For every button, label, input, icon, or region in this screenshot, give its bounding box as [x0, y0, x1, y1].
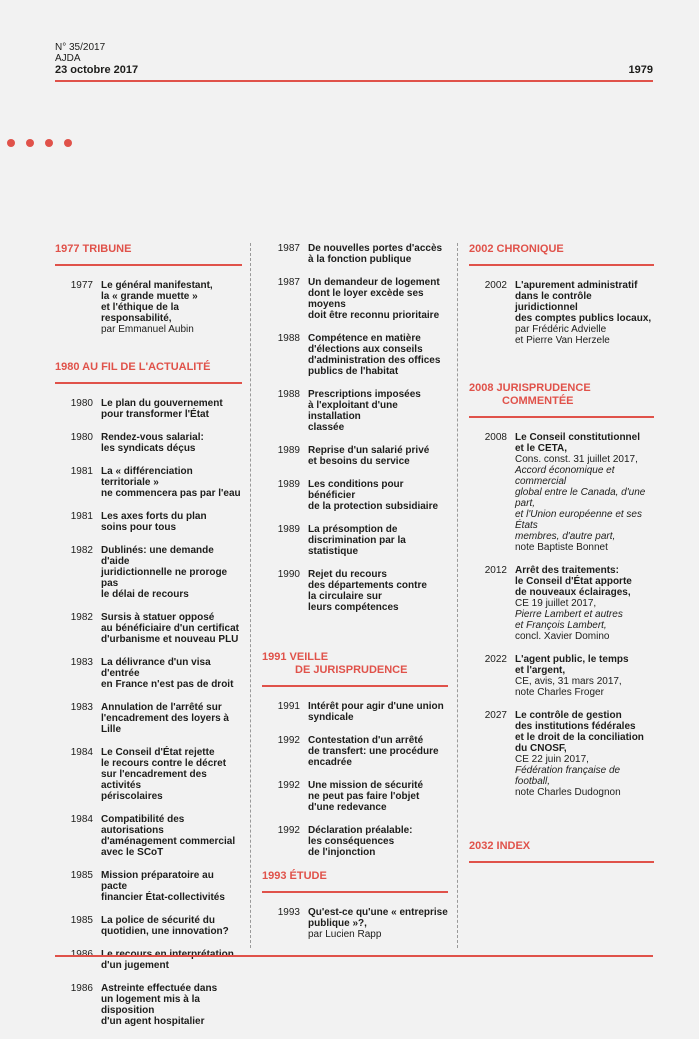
entry-list [469, 432, 654, 798]
entry-title-line: d'urbanisme et nouveau PLU [101, 634, 239, 645]
toc-section [469, 840, 654, 863]
entry-title-line: un logement mis à la disposition [101, 994, 200, 1016]
page-number: 1979 [628, 64, 653, 76]
entry-detail-line: Cons. const. 31 juillet 2017, [515, 454, 638, 465]
decorative-dots [7, 134, 83, 152]
section-title-line: 1991 VEILLE [262, 651, 329, 663]
entry-page-number [55, 949, 101, 971]
toc-entry[interactable] [262, 333, 448, 377]
entry-detail-line: CE 19 juillet 2017, [515, 598, 597, 609]
entry-title-line: La délivrance d'un visa d'entrée [101, 657, 211, 679]
entry-page-number: 1988 [277, 333, 300, 344]
entry-text [308, 701, 448, 723]
entry-text [308, 524, 448, 557]
entry-page-number: 1980 [70, 432, 93, 443]
entry-text [101, 280, 242, 335]
toc-entry[interactable] [55, 702, 242, 735]
entry-title-line: juridictionnelle ne proroge pas [101, 567, 228, 589]
entry-text [308, 479, 448, 512]
entry-text [308, 243, 448, 265]
entry-detail-line: concl. Xavier Domino [515, 631, 610, 642]
toc-entry[interactable] [55, 983, 242, 1027]
entry-page-number: 1982 [70, 612, 93, 623]
entry-detail-line: par Lucien Rapp [308, 929, 382, 940]
entry-page-number: 1992 [277, 825, 300, 836]
section-rule [55, 264, 242, 266]
entry-title-line: Le plan du gouvernement [101, 398, 223, 409]
entry-title-line: Reprise d'un salarié privé [308, 445, 430, 456]
dot-icon [45, 139, 53, 147]
entry-page-number: 1983 [70, 702, 93, 713]
entry-page-number: 2002 [484, 280, 507, 291]
entry-title-line: au bénéficiaire d'un certificat [101, 623, 239, 634]
issue-number: N° 35/2017 [55, 42, 106, 53]
entry-title-line: Qu'est-ce qu'une « entreprise [308, 907, 448, 918]
entry-title-line: Prescriptions imposées [308, 389, 421, 400]
section-title [55, 243, 242, 256]
entry-title-line: de l'injonction [308, 847, 376, 858]
toc-section [469, 243, 654, 346]
toc-entry[interactable] [469, 654, 654, 698]
toc-column-3 [469, 243, 654, 877]
entry-page-number: 1992 [277, 780, 300, 791]
entry-detail-line: CE 22 juin 2017, [515, 754, 589, 765]
entry-page-number: 2022 [484, 654, 507, 665]
entry-title-line: La « différenciation territoriale » [101, 466, 193, 488]
entry-title-line: Sursis à statuer opposé [101, 612, 215, 623]
entry-detail-line: et Pierre Van Herzele [515, 335, 610, 346]
entry-text [515, 280, 654, 346]
entry-title-line: Le général manifestant, [101, 280, 213, 291]
entry-text [308, 445, 448, 467]
entry-title-line: Astreinte effectuée dans [101, 983, 218, 994]
entry-title-line: dans le contrôle juridictionnel [515, 291, 592, 313]
section-rule [469, 264, 654, 266]
footer-rule [55, 955, 653, 957]
entry-text [101, 612, 242, 645]
entry-page-number: 1987 [277, 243, 300, 254]
entry-title-line: Dublinés: une demande d'aide [101, 545, 214, 567]
entry-detail-line: membres, d'autre part, [515, 531, 616, 542]
entry-text [515, 654, 654, 698]
entry-title-line: des départements contre [308, 580, 427, 591]
entry-detail-line: global entre le Canada, d'une part, [515, 487, 646, 509]
entry-page-number: 1992 [277, 735, 300, 746]
entry-page-number: 1993 [277, 907, 300, 918]
toc-entry[interactable] [262, 445, 448, 467]
section-rule [55, 382, 242, 384]
section-title-line: 2002 CHRONIQUE [469, 243, 564, 255]
section-title-line: COMMENTÉE [502, 395, 574, 407]
toc-section [262, 651, 448, 858]
entry-page-number: 1982 [70, 545, 93, 556]
entry-page-number: 1989 [277, 479, 300, 490]
entry-text [101, 870, 242, 903]
entry-title-line: publique »?, [308, 918, 367, 929]
section-title-line: 1993 ÉTUDE [262, 870, 327, 882]
column-separator [457, 243, 458, 948]
entry-title-line: quotidien, une innovation? [101, 926, 229, 937]
entry-title-line: Le Conseil d'État rejette [101, 747, 215, 758]
entry-detail-line: et l'Union européenne et ses États [515, 509, 642, 531]
entry-page-number: 1985 [70, 870, 93, 881]
dot-icon [64, 139, 72, 147]
page-header [55, 42, 653, 77]
toc-entry[interactable] [262, 389, 448, 433]
toc-entry[interactable] [469, 432, 654, 553]
entry-text [101, 814, 242, 858]
entry-text [101, 432, 242, 454]
section-title [469, 382, 654, 408]
entry-title-line: encadrée [308, 757, 352, 768]
entry-title-line: Rendez-vous salarial: [101, 432, 204, 443]
entry-page-number: 1985 [70, 915, 93, 926]
entry-title-line: Le contrôle de gestion [515, 710, 622, 721]
entry-detail-line: note Charles Froger [515, 687, 604, 698]
entry-title-line: sur l'encadrement des activités [101, 769, 207, 791]
entry-title-line: La police de sécurité du [101, 915, 215, 926]
entry-title-line: ne peut pas faire l'objet [308, 791, 420, 802]
toc-entry[interactable] [469, 565, 654, 642]
entry-text [101, 511, 242, 533]
entry-title-line: de la protection subsidiaire [308, 501, 439, 512]
entry-title-line: Intérêt pour agir d'une union [308, 701, 444, 712]
section-title-line: 2008 JURISPRUDENCE [469, 382, 591, 394]
entry-page-number: 1984 [70, 814, 93, 825]
entry-text [308, 569, 448, 613]
entry-title-line: et le droit de la conciliation [515, 732, 644, 743]
entry-text [515, 710, 654, 798]
entry-page-number: 1981 [70, 466, 93, 477]
entry-text [101, 983, 242, 1027]
entry-text [308, 825, 448, 858]
entry-list [262, 907, 448, 940]
toc-entry[interactable] [55, 511, 242, 533]
entry-list [55, 398, 242, 1027]
toc-entry[interactable] [55, 398, 242, 420]
entry-detail-line: note Baptiste Bonnet [515, 542, 608, 553]
toc-section [262, 870, 448, 940]
entry-text [101, 702, 242, 735]
entry-title-line: Le Conseil constitutionnel [515, 432, 641, 443]
entry-title-line: dont le loyer excède ses moyens [308, 288, 424, 310]
entry-title-line: Les axes forts du plan [101, 511, 207, 522]
entry-title-line: syndicale [308, 712, 354, 723]
entry-title-line: et l'éthique de la responsabilité, [101, 302, 179, 324]
toc-entry[interactable] [55, 612, 242, 645]
entry-text [101, 657, 242, 690]
entry-title-line: Déclaration préalable: [308, 825, 413, 836]
entry-title-line: en France n'est pas de droit [101, 679, 234, 690]
entry-list [469, 280, 654, 346]
toc-section [262, 243, 448, 613]
entry-title-line: Rejet du recours [308, 569, 387, 580]
entry-title-line: L'agent public, le temps [515, 654, 629, 665]
toc-entry[interactable] [262, 907, 448, 940]
toc-entry[interactable] [55, 870, 242, 903]
toc-entry[interactable] [262, 735, 448, 768]
entry-title-line: des comptes publics locaux, [515, 313, 652, 324]
entry-title-line: financier État-collectivités [101, 892, 225, 903]
entry-detail-line: Fédération française de football, [515, 765, 621, 787]
entry-title-line: L'apurement administratif [515, 280, 638, 291]
entry-title-line: le recours contre le décret [101, 758, 227, 769]
toc-entry[interactable] [262, 243, 448, 265]
entry-title-line: Un demandeur de logement [308, 277, 440, 288]
entry-title-line: les syndicats déçus [101, 443, 196, 454]
entry-title-line: et besoins du service [308, 456, 410, 467]
entry-title-line: ne commencera pas par l'eau [101, 488, 241, 499]
toc-section [469, 382, 654, 798]
entry-page-number: 1977 [70, 280, 93, 291]
toc-entry[interactable] [262, 569, 448, 613]
entry-title-line: la circulaire sur [308, 591, 382, 602]
entry-text [308, 389, 448, 433]
entry-page-number: 2008 [484, 432, 507, 443]
entry-title-line: La présomption de [308, 524, 398, 535]
entry-title-line: d'aménagement commercial [101, 836, 236, 847]
entry-page-number: 1988 [277, 389, 300, 400]
toc-entry[interactable] [55, 280, 242, 335]
section-title-line: 1977 TRIBUNE [55, 243, 132, 255]
entry-page-number: 2027 [484, 710, 507, 721]
entry-text [101, 747, 242, 802]
toc-entry[interactable] [55, 545, 242, 600]
entry-title-line: et l'argent, [515, 665, 566, 676]
toc-section [55, 243, 242, 335]
entry-title-line: classée [308, 422, 345, 433]
toc-entry[interactable] [55, 657, 242, 690]
entry-title-line: l'encadrement des loyers à Lille [101, 713, 229, 735]
entry-title-line: leurs compétences [308, 602, 399, 613]
entry-text [308, 277, 448, 321]
section-title [262, 870, 448, 883]
entry-title-line: d'un agent hospitalier [101, 1016, 205, 1027]
entry-title-line: périscolaires [101, 791, 163, 802]
entry-detail-line: Accord économique et commercial [515, 465, 615, 487]
entry-list [262, 243, 448, 613]
entry-title-line: Arrêt des traitements: [515, 565, 619, 576]
entry-title-line: Compatibilité des autorisations [101, 814, 185, 836]
entry-title-line: les conséquences [308, 836, 395, 847]
section-title [469, 840, 654, 853]
entry-page-number: 1990 [277, 569, 300, 580]
toc-entry[interactable] [469, 710, 654, 798]
entry-title-line: soins pour tous [101, 522, 176, 533]
entry-detail-line: note Charles Dudognon [515, 787, 621, 798]
section-rule [262, 891, 448, 893]
section-rule [469, 416, 654, 418]
entry-title-line: discrimination par la statistique [308, 535, 406, 557]
entry-title-line: du CNOSF, [515, 743, 567, 754]
entry-title-line: d'élections aux conseils [308, 344, 423, 355]
toc-entry[interactable] [262, 701, 448, 723]
entry-detail-line: par Emmanuel Aubin [101, 324, 194, 335]
toc-entry[interactable] [469, 280, 654, 346]
toc-entry[interactable] [55, 466, 242, 499]
toc-column-2 [262, 243, 448, 952]
entry-text [308, 907, 448, 940]
entry-page-number: 2012 [484, 565, 507, 576]
entry-title-line: le délai de recours [101, 589, 189, 600]
entry-list [55, 280, 242, 335]
entry-detail-line: et François Lambert, [515, 620, 607, 631]
header-rule [55, 80, 653, 82]
entry-text [308, 780, 448, 813]
entry-title-line: des institutions fédérales [515, 721, 636, 732]
entry-title-line: publics de l'habitat [308, 366, 399, 377]
entry-text [101, 398, 242, 420]
section-title [469, 243, 654, 256]
toc-entry[interactable] [55, 949, 242, 971]
entry-title-line: d'une redevance [308, 802, 387, 813]
dot-icon [7, 139, 15, 147]
section-rule [262, 685, 448, 687]
toc-entry[interactable] [262, 479, 448, 512]
journal-name: AJDA [55, 53, 81, 64]
entry-page-number: 1984 [70, 747, 93, 758]
entry-page-number: 1981 [70, 511, 93, 522]
entry-title-line: Annulation de l'arrêté sur [101, 702, 222, 713]
entry-title-line: et le CETA, [515, 443, 568, 454]
entry-page-number: 1991 [277, 701, 300, 712]
entry-detail-line: Pierre Lambert et autres [515, 609, 623, 620]
entry-page-number: 1980 [70, 398, 93, 409]
entry-title-line: Mission préparatoire au pacte [101, 870, 214, 892]
entry-title-line: De nouvelles portes d'accès [308, 243, 443, 254]
toc-entry[interactable] [55, 814, 242, 858]
section-title-line: 1980 AU FIL DE L'ACTUALITÉ [55, 361, 211, 373]
section-title-line: 2032 INDEX [469, 840, 531, 852]
toc-section [55, 361, 242, 1027]
entry-text [308, 333, 448, 377]
entry-title-line: doit être reconnu prioritaire [308, 310, 440, 321]
entry-page-number: 1989 [277, 445, 300, 456]
entry-detail-line: CE, avis, 31 mars 2017, [515, 676, 622, 687]
entry-title-line: avec le SCoT [101, 847, 164, 858]
section-title [55, 361, 242, 374]
entry-title-line: d'un jugement [101, 960, 169, 971]
entry-page-number: 1983 [70, 657, 93, 668]
entry-title-line: à la fonction publique [308, 254, 412, 265]
toc-entry[interactable] [55, 432, 242, 454]
entry-page-number: 1989 [277, 524, 300, 535]
issue-date: 23 octobre 2017 [55, 64, 139, 76]
entry-text [515, 565, 654, 642]
entry-list [262, 701, 448, 858]
toc-column-1 [55, 243, 242, 1039]
entry-title-line: Compétence en matière [308, 333, 421, 344]
entry-title-line: de transfert: une procédure [308, 746, 439, 757]
entry-title-line: Contestation d'un arrêté [308, 735, 424, 746]
dot-icon [26, 139, 34, 147]
entry-text [308, 735, 448, 768]
toc-entry[interactable] [262, 524, 448, 557]
entry-title-line: à l'exploitant d'une installation [308, 400, 398, 422]
entry-page-number: 1986 [70, 983, 93, 994]
entry-title-line: Une mission de sécurité [308, 780, 424, 791]
entry-title-line: d'administration des offices [308, 355, 441, 366]
entry-text [101, 949, 242, 971]
toc-entry[interactable] [55, 915, 242, 937]
entry-title-line: la « grande muette » [101, 291, 198, 302]
entry-text [515, 432, 654, 553]
entry-text [101, 466, 242, 499]
column-separator [250, 243, 251, 948]
entry-text [101, 915, 242, 937]
entry-detail-line: par Frédéric Advielle [515, 324, 607, 335]
entry-title-line: Les conditions pour bénéficier [308, 479, 404, 501]
toc-entry[interactable] [262, 277, 448, 321]
entry-text [101, 545, 242, 600]
toc-entry[interactable] [55, 747, 242, 802]
entry-page-number: 1987 [277, 277, 300, 288]
entry-title-line: de nouveaux éclairages, [515, 587, 631, 598]
section-title-line: DE JURISPRUDENCE [295, 664, 408, 676]
toc-entry[interactable] [262, 825, 448, 858]
toc-entry[interactable] [262, 780, 448, 813]
entry-title-line: pour transformer l'État [101, 409, 209, 420]
entry-title-line: le Conseil d'État apporte [515, 576, 632, 587]
section-title [262, 651, 448, 677]
section-rule [469, 861, 654, 863]
